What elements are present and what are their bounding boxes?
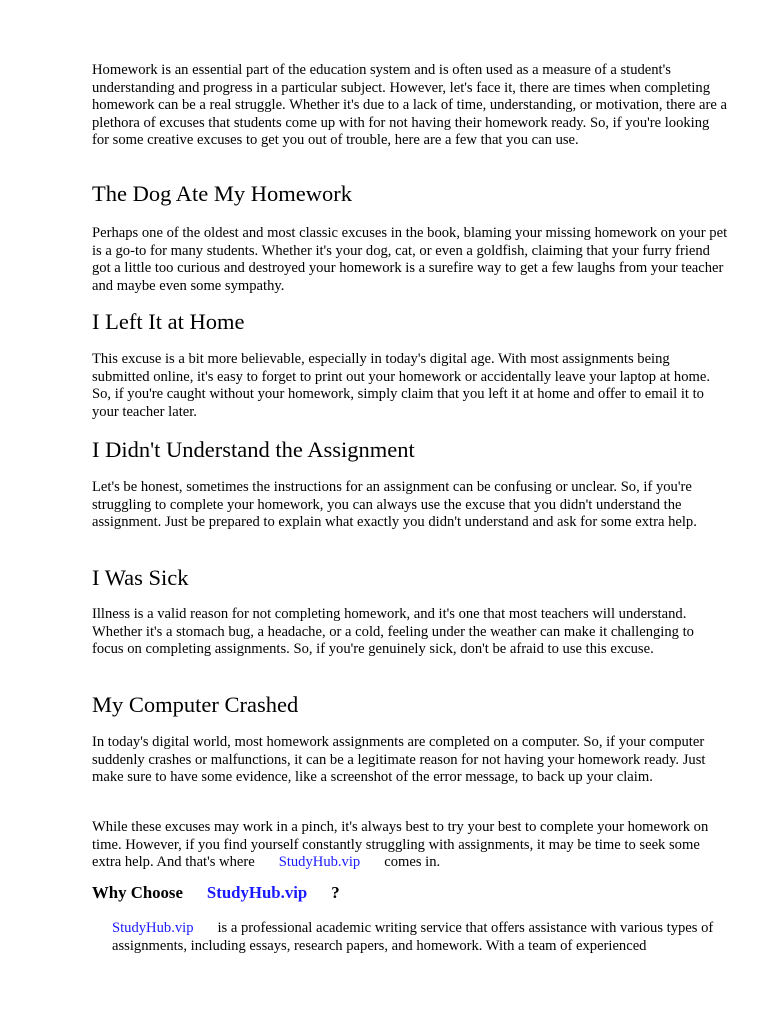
closing-text-after: comes in. [384,854,441,870]
final-text: is a professional academic writing service that offers assistance with various types of assignments, including essays, research papers, and homework. With a team of experienced [112,920,714,954]
studyhub-link-final[interactable]: StudyHub.vip [112,920,194,936]
heading-left-it-at-home: I Left It at Home [92,309,245,334]
why-choose-suffix: ? [331,883,340,902]
heading-didnt-understand: I Didn't Understand the Assignment [92,437,415,462]
why-choose-heading [92,883,728,903]
heading-i-was-sick: I Was Sick [92,565,189,590]
why-choose-prefix: Why Choose [92,883,183,902]
closing-paragraph [92,819,728,872]
heading-computer-crashed: My Computer Crashed [92,692,299,717]
paragraph-dog-ate-homework: Perhaps one of the oldest and most classic excuses in the book, blaming your missing homework on your pet is a go-to for many students. Whether it's your dog, cat, or even a goldfish, claiming that your furry friend got a little too curious and destroyed your homework is a surefire way to get a few laughs from your teacher and maybe even some sympathy. [92,225,728,294]
studyhub-link-closing[interactable]: StudyHub.vip [278,854,361,870]
paragraph-i-was-sick: Illness is a valid reason for not completing homework, and it's one that most teachers will understand. Whether it's a stomach bug, a headache, or a cold, feeling under the weather can make it challenging to focus on completing assignments. So, if you're genuinely sick, don't be afraid to use this excuse. [92,606,694,657]
closing-text-before: While these excuses may work in a pinch, it's always best to try your best to complete your homework on time. However, if you find yourself constantly struggling with assignments, it may be time to seek some extra help. And that's where [92,819,709,870]
paragraph-didnt-understand: Let's be honest, sometimes the instructions for an assignment can be confusing or unclear. So, if you're struggling to complete your homework, you can always use the excuse that you didn't understand the assignment. Just be prepared to explain what exactly you didn't understand and ask for some extra help. [92,479,697,530]
intro-paragraph: Homework is an essential part of the education system and is often used as a measure of a student's understanding and progress in a particular subject. However, let's face it, there are times when completing homework can be a real struggle. Whether it's due to a lack of time, understanding, or motivation, there are a plethora of excuses that students come up with for not having their homework ready. So, if you're looking for some creative excuses to get you out of trouble, here are a few that you can use. [92,62,727,148]
heading-dog-ate-homework: The Dog Ate My Homework [92,181,352,206]
final-paragraph [92,920,728,955]
paragraph-left-it-at-home: This excuse is a bit more believable, especially in today's digital age. With most assignments being submitted online, it's easy to forget to print out your homework or accidentally leave your laptop at home. So, if you're caught without your homework, simply claim that you left it at home and offer to email it to your teacher later. [92,351,710,420]
paragraph-computer-crashed: In today's digital world, most homework assignments are completed on a computer. So, if your computer suddenly crashes or malfunctions, it can be a legitimate reason for not having your homework ready. Just make sure to have some evidence, like a screenshot of the error message, to back up your claim. [92,734,706,785]
studyhub-link-heading[interactable]: StudyHub.vip [206,883,308,902]
